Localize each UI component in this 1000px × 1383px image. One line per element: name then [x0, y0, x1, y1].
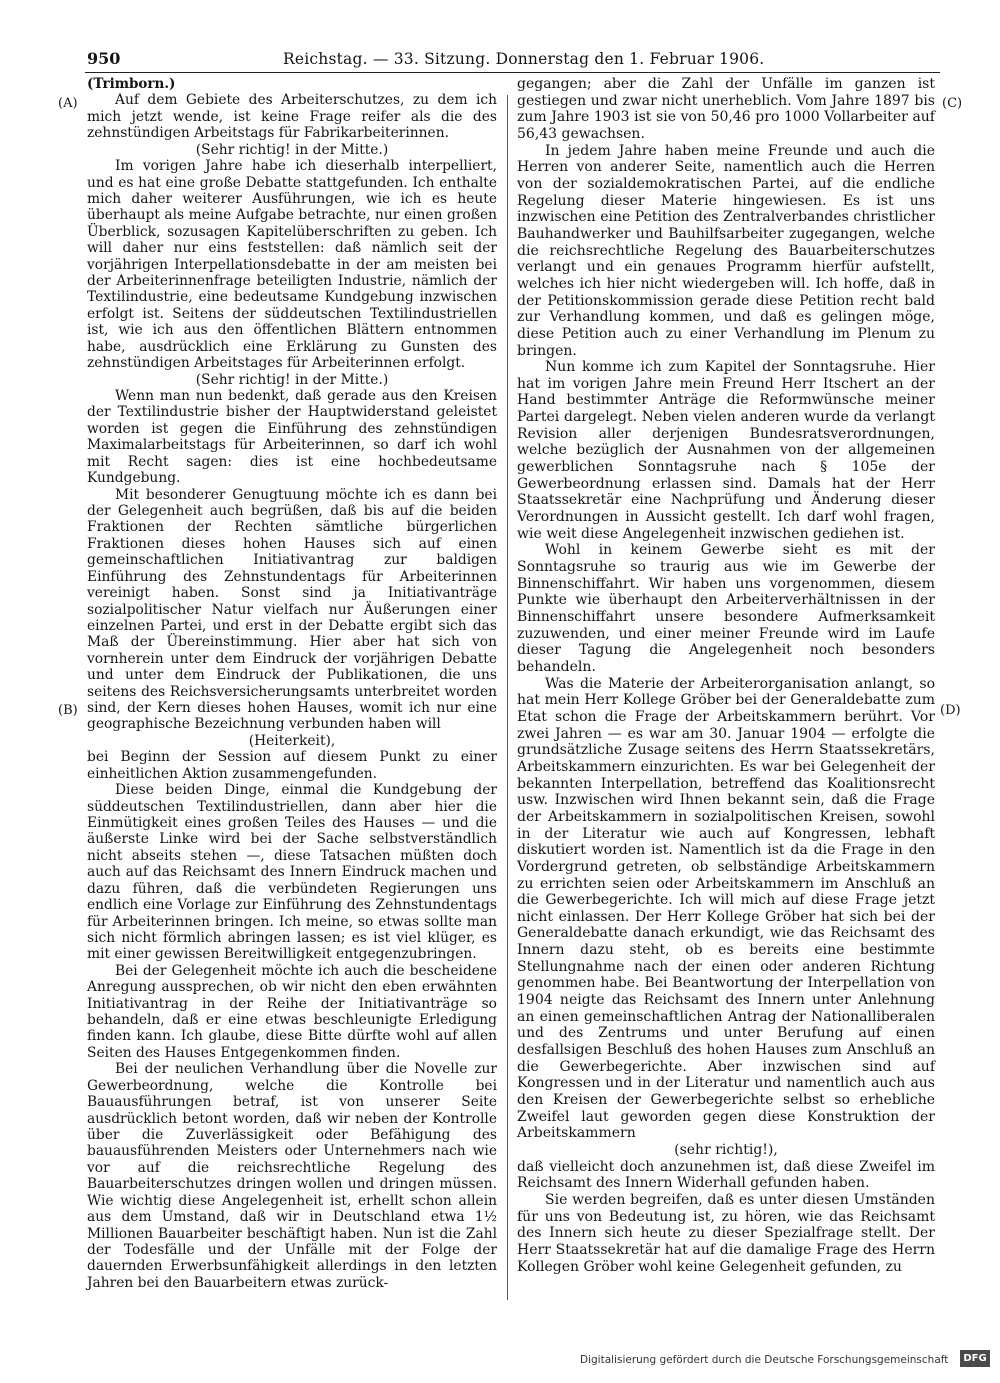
paragraph: Wohl in keinem Gewerbe sieht es mit der Sonntagsruhe so traurig aus wie im Gewerbe der Binnenschiffahrt. Wir haben uns vorgenommen, diesem Punkte wie überhaupt den Arbeiterverhältnissen in der Binnenschiffahrt unsere besondere Aufmerksamkeit zuzuwenden, und einer meiner Freunde wird im Laufe dieser Tagung die Angelegenheit noch besonders behandeln.: [517, 542, 935, 675]
margin-mark-b: (B): [58, 703, 78, 718]
paragraph: Im vorigen Jahre habe ich dieserhalb interpelliert, und es hat eine große Debatte stattgefunden. Ich enthalte mich daher weiterer Ausführungen, wie ich es heute überhaupt als meine Aufgabe betrachte, nur einen großen Überblick, sozusagen Kapitelüberschriften zu geben. Ich will daher nur eins feststellen: daß nämlich seit der vorjährigen Interpellationsdebatte in der am meisten bei der Arbeiterinnenfrage beteiligten Industrie, nämlich der Textilindustrie, eine bedeutsame Kundgebung inzwischen erfolgt ist. Seitens der süddeutschen Textilindustriellen ist, wie ich aus den öffentlichen Blättern entnommen habe, ausdrücklich eine Erklärung zu Gunsten des zehnstündigen Arbeitstages für Arbeiterinnen erfolgt.: [87, 158, 497, 372]
paragraph: Bei der neulichen Verhandlung über die Novelle zur Gewerbeordnung, welche die Kontrolle bei Bauausführungen betraf, ist von unserer Seite ausdrücklich betont worden, daß wir neben der Kontrolle über die Zuverlässigkeit oder Befähigung des bauausführenden Meisters oder Unternehmers nach wie vor auf die reichsrechtliche Regelung des Bauarbeiterschutzes dringen wollen und dringen müssen. Wie wichtig diese Angelegenheit ist, erhellt schon allein aus dem Umstand, daß wir in Deutschland etwa 1½ Millionen Bauarbeiter beschäftigt haben. Nun ist die Zahl der Todesfälle und der Unfälle mit der Folge der dauernden Erwerbsunfähigkeit allerdings in den letzten Jahren bei den Bauarbeitern etwas zurück-: [87, 1061, 497, 1291]
right-column: [517, 76, 935, 1275]
paragraph: Bei der Gelegenheit möchte ich auch die bescheidene Anregung aussprechen, ob wir nicht den eben erwähnten Initiativantrag in der Reihe der Initiativanträge so behandeln, daß er eine etwas beschleunigte Erledigung finden kann. Ich glaube, diese Bitte dürfte wohl auf allen Seiten des Hauses Entgegenkommen finden.: [87, 962, 497, 1061]
column-divider: [507, 95, 508, 1300]
paragraph: Auf dem Gebiete des Arbeiterschutzes, zu dem ich mich jetzt wende, ist keine Frage reifer als die des zehnstündigen Arbeitstags für Fabrikarbeiterinnen.: [87, 92, 497, 142]
interjection: (Sehr richtig! in der Mitte.): [195, 371, 389, 388]
footer-credit: Digitalisierung gefördert durch die Deutsche Forschungsgemeinschaft: [580, 1354, 949, 1366]
paragraph: Nun komme ich zum Kapitel der Sonntagsruhe. Hier hat im vorigen Jahre mein Freund Herr Itschert an der Hand bestimmter Anträge die Reformwünsche meiner Partei dargelegt. Neben vielen anderen wurde da verlangt Revision aller derjenigen Bundesratsverordnungen, welche bezüglich der Ausnahmen von der allgemeinen gewerblichen Sonntagsruhe nach § 105e der Gewerbeordnung erlassen sind. Damals hat der Herr Staatssekretär eine Nachprüfung und Änderung dieser Verordnungen in Aussicht gestellt. Ich darf wohl fragen, wie weit diese Angelegenheit inzwischen gediehen ist.: [517, 359, 935, 542]
interjection: (Sehr richtig! in der Mitte.): [195, 141, 389, 158]
paragraph: Sie werden begreifen, daß es unter diesen Umständen für uns von Bedeutung ist, zu hören, wie das Reichsamt des Innern sich heute zu dieser Spezialfrage stellt. Der Herr Staatssekretär hat auf die damalige Frage des Herrn Kollegen Gröber wohl keine Gelegenheit gefunden, zu: [517, 1191, 935, 1275]
dfg-logo: DFG: [960, 1350, 990, 1367]
speaker-name: (Trimborn.): [87, 76, 176, 92]
paragraph: Wenn man nun bedenkt, daß gerade aus den Kreisen der Textilindustrie bisher der Hauptwiderstand geleistet worden ist gegen die Einführung des zehnstündigen Maximalarbeitstags für Arbeiterinnen, so darf ich wohl mit Recht sagen: dies ist eine hochbedeutsame Kundgebung.: [87, 388, 497, 487]
paragraph: Was die Materie der Arbeiterorganisation anlangt, so hat mein Herr Kollege Gröber bei der Generaldebatte zum Etat schon die Frage der Arbeitskammern berührt. Vor zwei Jahren — es war am 30. Januar 1904 — erfolgte die grundsätzliche Zusage seitens des Herrn Staatssekretärs, Arbeitskammern einzurichten. Es war bei Gelegenheit der bekannten Interpellation, betreffend das Koalitionsrecht usw. Inzwischen wird Ihnen bekannt sein, daß die Frage der Arbeitskammern in sozialpolitischen Kreisen, sowohl in der Literatur wie auch auf Kongressen, lebhaft diskutiert worden ist. Namentlich ist da die Frage in den Vordergrund getreten, ob selbständige Arbeitskammern zu errichten seien oder Arbeitskammern im Anschluß an die Gewerbegerichte. Ich will mich auf diese Frage jetzt nicht einlassen. Der Herr Kollege Gröber hat sich bei der Generaldebatte danach erkundigt, wie das Reichsamt des Innern dazu steht, ob es bereits eine bestimmte Stellungnahme nach der einen oder anderen Richtung genommen habe. Bei Beantwortung der Interpellation von 1904 neigte das Reichsamt des Innern unter Anlehnung an einen gemeinschaftlichen Antrag der Nationalliberalen und des Zentrums und unter Berufung auf einen desfallsigen Beschluß des hohen Hauses zum Anschluß an die Gewerbegerichte. Aber inzwischen sind auf Kongressen und in der Literatur und namentlich auch aus den Kreisen der Gewerbegerichte selbst so erhebliche Zweifel laut geworden gegen diese Konstruktion der Arbeitskammern: [517, 675, 935, 1142]
margin-mark-a: (A): [58, 96, 78, 111]
margin-mark-d: (D): [940, 703, 961, 718]
running-head: Reichstag. — 33. Sitzung. Donnerstag den 1. Februar 1906.: [283, 50, 765, 68]
paragraph: Diese beiden Dinge, einmal die Kundgebung der süddeutschen Textilindustriellen, dann aber hier die Einmütigkeit eines großen Teiles des Hauses — und die äußerste Linke wird bei der Sache selbstverständlich nicht abseits stehen —, diese Tatsachen müßten doch auch auf das Reichsamt des Innern Eindruck machen und dazu führen, daß die verbündeten Regierungen uns endlich eine Vorlage zur Einführung des Zehnstundentags für Arbeiterinnen bringen. Ich meine, so etwas sollte man sich nicht förmlich abringen lassen; es ist viel klüger, es mit einer gewissen Bereitwilligkeit entgegenzubringen.: [87, 782, 497, 963]
paragraph-continued: daß vielleicht doch anzunehmen ist, daß diese Zweifel im Reichsamt des Innern Widerhall gefunden haben.: [517, 1158, 935, 1192]
margin-mark-c: (C): [942, 96, 963, 111]
interjection: (Heiterkeit),: [248, 732, 336, 749]
paragraph: Mit besonderer Genugtuung möchte ich es dann bei der Gelegenheit auch begrüßen, daß bis auf die beiden Fraktionen der Rechten sämtliche bürgerlichen Fraktionen dieses hohen Hauses sich auf einen gemeinschaftlichen Initiativantrag zur baldigen Einführung des Zehnstundentags für Arbeiterinnen vereinigt haben. Sonst sind ja Initiativanträge sozialpolitischer Natur vielfach nur Äußerungen einer einzelnen Partei, und erst in der Debatte ergibt sich das Maß der Übereinstimmung. Hier aber hat sich von vornherein unter dem Eindruck der vorjährigen Debatte und unter dem Eindruck der Publikationen, die uns seitens des Reichsversicherungsamts unterbreitet worden sind, der Kern dieses hohen Hauses, womit ich nur eine geographische Bezeichnung verbunden haben will: [87, 486, 497, 733]
left-column: [87, 76, 497, 1291]
paragraph-continued: bei Beginn der Session auf diesem Punkt zu einer einheitlichen Aktion zusammengefunden.: [87, 749, 497, 782]
header-rule: [85, 72, 940, 73]
paragraph: In jedem Jahre haben meine Freunde und auch die Herren von anderer Seite, namentlich auch die Herren von der sozialdemokratischen Partei, auf die endliche Regelung dieser Materie hingewiesen. Es ist uns inzwischen eine Petition des Zentralverbandes christlicher Bauhandwerker und Bauhilfsarbeiter zugegangen, welche die reichsrechtliche Regelung des Bauarbeiterschutzes verlangt und ein genaues Programm hierfür aufstellt, welches ich hier nicht wiedergeben will. Ich hoffe, daß in der Petitionskommission gerade diese Petition recht bald zur Verhandlung kommen, und daß es gelingen möge, diese Petition auch zu einer Verhandlung im Plenum zu bringen.: [517, 142, 935, 359]
page-number: 950: [87, 49, 121, 68]
interjection: (sehr richtig!),: [674, 1142, 778, 1158]
paragraph-continued: gegangen; aber die Zahl der Unfälle im ganzen ist gestiegen und zwar nicht unerheblich. Vom Jahre 1897 bis zum Jahre 1903 ist sie von 50,46 pro 1000 Vollarbeiter auf 56,43 gewachsen.: [517, 76, 935, 142]
